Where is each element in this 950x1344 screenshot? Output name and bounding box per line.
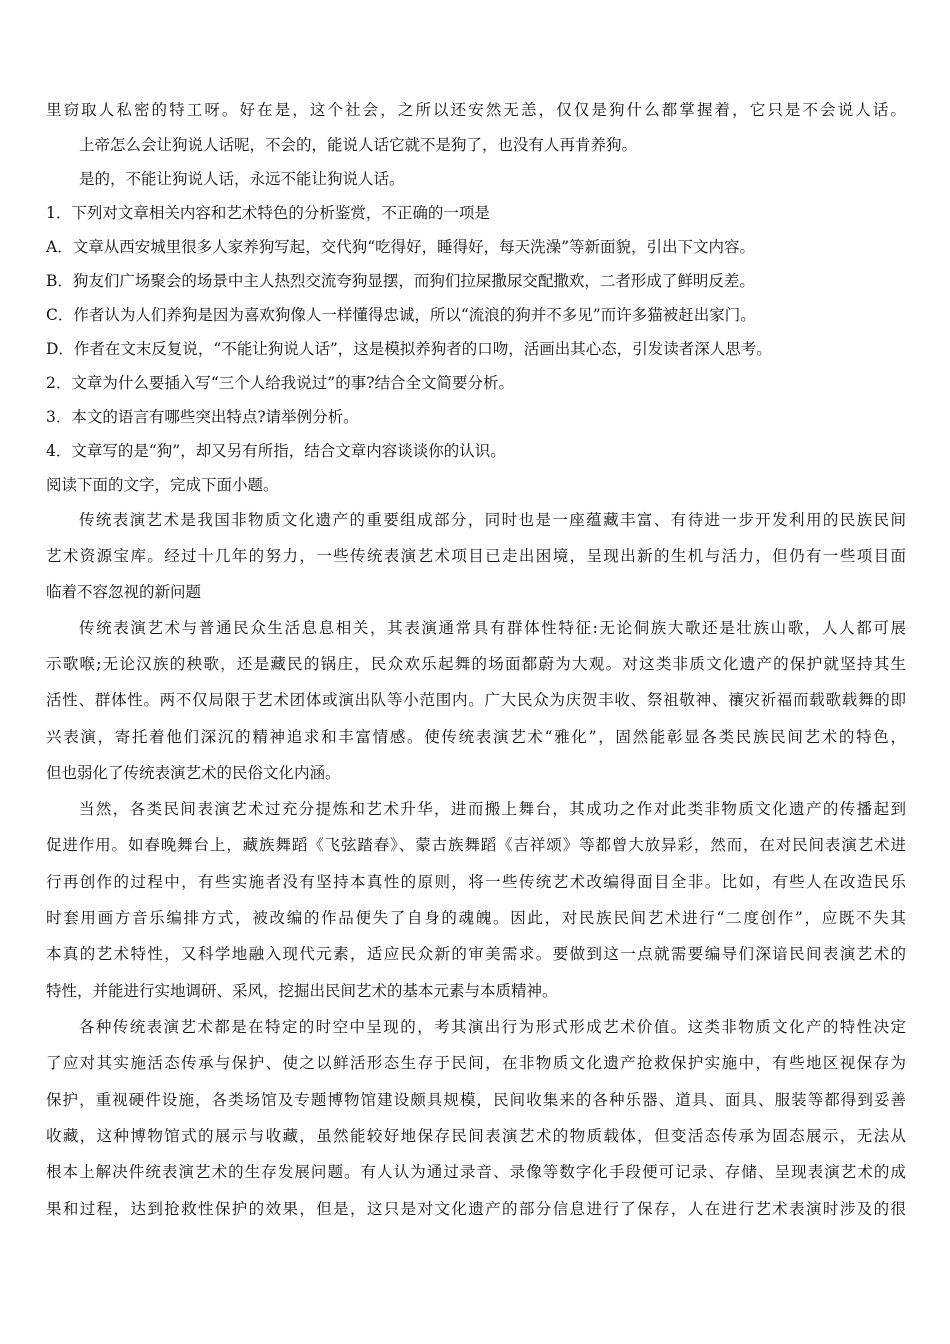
passage-line: 收藏，这种博物馆式的展示与收藏，虽然能较好地保存民间表演艺术的物质载体，但变活态传承为固态展示，无法从: [46, 1127, 906, 1145]
passage-line: 示歌喉;无论汉族的秧歌，还是藏民的锅庄，民众欢乐起舞的场面都蔚为大观。对这类非质文化遗产的保护就坚持其生: [46, 655, 906, 673]
question-1-option-b: B．狗友们广场聚会的场景中主人热烈交流夸狗显摆，而狗们拉屎撒尿交配撒欢，二者形成了鲜明反差。: [46, 272, 755, 290]
passage-line: 传统表演艺术与普通民众生活息息相关，其表演通常具有群体性特征:无论侗族大歌还是壮族山歌，人人都可展: [79, 619, 906, 637]
passage-line: 特性，并能进行实地调研、采风，挖掘出民间艺术的基本元素与本质精神。: [46, 982, 558, 1000]
text-line: 是的，不能让狗说人话，永远不能让狗说人话。: [79, 170, 405, 188]
passage-line: 各种传统表演艺术都是在特定的时空中呈现的，考其演出行为形式形成艺术价值。这类非物质文化产的特性决定: [79, 1018, 906, 1036]
passage-line: 果和过程，达到抢救性保护的效果，但是，这只是对文化遗产的部分信息进行了保存，人在进行艺术表演时涉及的很: [46, 1200, 906, 1218]
passage-line: 传统表演艺术是我国非物质文化遗产的重要组成部分，同时也是一座蕴藏丰富、有待进一步开发利用的民族民间: [79, 511, 906, 529]
question-1-option-d: D．作者在文末反复说，“不能让狗说人话”，这是模拟养狗者的口吻，活画出其心态，引发读者深人思考。: [46, 340, 772, 358]
text-line: 上帝怎么会让狗说人话呢，不会的，能说人话它就不是狗了，也没有人再肯养狗。: [79, 136, 638, 154]
passage-line: 了应对其实施活态传承与保护、使之以鲜活形态生存于民间，在非物质文化遗产抢救保护实施中，有些地区视保存为: [46, 1054, 906, 1072]
passage-line: 临着不容忽视的新问题: [46, 583, 202, 601]
question-1-option-c: C．作者认为人们养狗是因为喜欢狗像人一样懂得忠诚，所以“流浪的狗并不多见”而许多猫被赶出家门。: [46, 306, 756, 324]
passage-line: 当然，各类民间表演艺术过充分提炼和艺术升华，进而搬上舞台，其成功之作对此类非物质文化遗产的传播起到: [79, 800, 906, 818]
passage-line: 促进作用。如春晚舞台上，藏族舞蹈《飞弦踏春》、蒙古族舞蹈《吉祥颂》等都曾大放异彩，然而，在对民间表演艺术进: [46, 836, 906, 854]
question-1-option-a: A．文章从西安城里很多人家养狗写起，交代狗“吃得好，睡得好，每天洗澡”等新面貌，引出下文内容。: [46, 238, 756, 256]
question-2: 2．文章为什么要插入写“三个人给我说过”的事?结合全文简要分析。: [46, 374, 515, 392]
passage-line: 根本上解决件统表演艺术的生存发展问题。有人认为通过录音、录像等数字化手段便可记录、存储、呈现表演艺术的成: [46, 1163, 906, 1181]
passage-line: 兴表演，寄托着他们深沉的精神追求和丰富情感。使传统表演艺术“雅化”，固然能彰显各类民族民间艺术的特色，: [46, 728, 906, 746]
passage-line: 本真的艺术特性，又科学地融入现代元素，适应民众新的审美需求。要做到这一点就需要编导们深谙民间表演艺术的: [46, 945, 906, 963]
question-3: 3．本文的语言有哪些突出特点?请举例分析。: [46, 408, 359, 426]
passage-line: 活性、群体性。两不仅局限于艺术团体或演出队等小范围内。广大民众为庆贺丰收、祭祖敬神、禳灾祈福而载歌载舞的即: [46, 691, 906, 709]
passage-line: 艺术资源宝库。经过十几年的努力，一些传统表演艺术项目已走出困境，呈现出新的生机与活力，但仍有一些项目面: [46, 547, 906, 565]
passage-line: 但也弱化了传统表演艺术的民俗文化内涵。: [46, 764, 341, 782]
passage-line: 保护，重视硬件设施，各类场馆及专题博物馆建设颇具规模，民间收集来的各种乐器、道具、面具、服装等都得到妥善: [46, 1091, 906, 1109]
reading-instruction: 阅读下面的文字，完成下面小题。: [46, 476, 279, 494]
text-line: 里窃取人私密的特工呀。好在是，这个社会，之所以还安然无恙，仅仅是狗什么都掌握着，它只是不会说人话。: [46, 101, 906, 119]
question-4: 4．文章写的是“狗”，却又另有所指，结合文章内容谈谈你的认识。: [46, 442, 506, 460]
question-1-stem: 1．下列对文章相关内容和艺术特色的分析鉴赏，不正确的一项是: [46, 204, 490, 222]
passage-line: 行再创作的过程中，有些实施者没有坚持本真性的原则，将一些传统艺术改编得面目全非。比如，有些人在改造民乐: [46, 873, 906, 891]
passage-line: 时套用画方音乐编排方式，被改编的作品便失了自身的魂魄。因此，对民族民间艺术进行“二度创作”，应既不失其: [46, 909, 906, 927]
